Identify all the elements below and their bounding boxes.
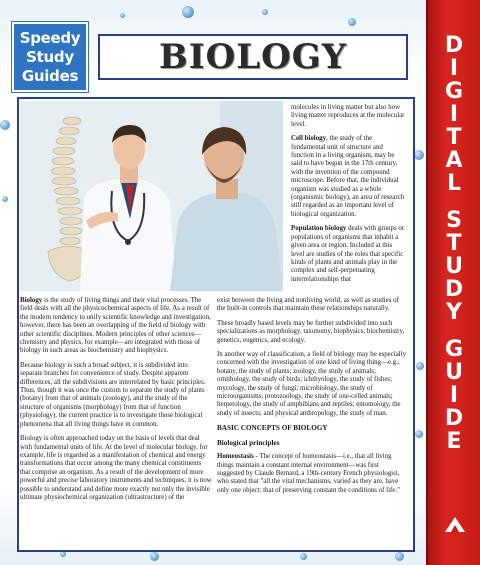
term-homeostasis: Homeostasis: [217, 453, 254, 461]
spine-letter: S: [446, 208, 462, 233]
paragraph-text: is the study of living things and their vital processes. The field deals with all the physicochemical aspects of life. As a result of the modern tendency to unify scientific knowledge and investigation, however, there has been an overlapping of the field of biology with other scientific disciplines. Modern principles of other sciences—chemistry and physics, for example—are integrated with those of biology in such areas as biochemistry and biophysics.: [20, 297, 211, 355]
paragraph: [291, 135, 405, 219]
spine-letter: I: [449, 102, 459, 127]
water-droplet-decoration: [395, 552, 404, 561]
spine-letter: G: [444, 79, 464, 104]
paragraph: exist between the living and nonliving world, as well as studies of the built-in controls that maintain these relationships naturally.: [217, 297, 399, 313]
spine-letter: D: [444, 277, 464, 302]
spine-letter: T: [446, 125, 462, 150]
paragraph-text: deals with groups or populations of organisms that inhabit a given area or region. Included at this level are studies of the roles that specific kinds of plants and animals play in the complex and self-perpetuating interrelationships that: [291, 225, 405, 283]
water-droplet-decoration: [2, 196, 8, 202]
section-heading: BASIC CONCEPTS OF BIOLOGY: [217, 424, 328, 433]
term-cell-biology: Cell biology: [291, 135, 327, 143]
subsection-heading: Biological principles: [217, 438, 280, 447]
spine-title: [428, 34, 480, 453]
logo-line: Speedy: [19, 28, 81, 47]
water-droplet-decoration: [300, 553, 307, 560]
water-droplet-decoration: [182, 6, 194, 18]
cover-title: BIOLOGY: [158, 37, 348, 77]
spine-letter: U: [445, 254, 463, 279]
spine-letter: A: [445, 148, 463, 173]
term-biology: Biology: [20, 297, 43, 304]
paragraph: [291, 225, 405, 284]
publisher-logo-icon: [442, 512, 468, 538]
paragraph: These broadly based levels may be further subdivided into such specializations as morphology, taxonomy, biophysics, biochemistry, genetics, eugenics, and ecology.: [217, 319, 405, 344]
left-column: [20, 297, 212, 508]
paragraph: Because biology is such a broad subject, it is subdivided into separate branches for convenience of study. Despite apparent differences, all the subdivisions are interrelated by basic principles. Thus, though it was once the custom to separate the study of plants (botany) from that of animals (zoology), and the study of the structure of organisms (morphology) from that of function (physiology), the current practice is to investigate those biological phenomena that all living things have in common.: [20, 361, 206, 428]
paragraph: In another way of classification, a field of biology may be especially concerned with the investigation of one kind of living thing—e.g., botany, the study of plants; zoology, the study of animals; ornithology, the study of birds; ichthyology, the study of fishes; mycology, the study of fungi; microbiology, the study of microorganisms; protozoology, the study of one-celled animals; herpetology, the study of amphibians and reptiles; entomology, the study of insects; and physical anthropology, the study of man.: [217, 351, 407, 417]
spine-letter: U: [445, 360, 463, 385]
spine-letter: T: [446, 231, 462, 256]
water-droplet-decoration: [348, 18, 356, 26]
logo-line: Guides: [21, 66, 79, 85]
spine-letter: E: [446, 429, 462, 454]
doctors-with-skeleton-image: [20, 101, 283, 291]
water-droplet-decoration: [0, 120, 10, 130]
paragraph-text: , the study of the fundamental unit of structure and function in a living organism, may be said to have begun in the 17th century, with the invention of the compound microscope. Before that, the individual organism was studied as a whole (organismic biology), an area of research still regarded as an important level of biological organization.: [291, 135, 405, 218]
water-droplet-decoration: [120, 13, 125, 18]
spine-letter: Y: [446, 300, 462, 325]
water-droplet-decoration: [416, 362, 424, 370]
speedy-study-guides-logo: [12, 22, 88, 92]
spine-letter: D: [444, 33, 464, 58]
logo-line: Study: [26, 47, 74, 66]
paragraph: [217, 453, 407, 495]
paragraph: molecules in living matter but also how living matter reproduces at the molecular level.: [291, 104, 405, 128]
right-column: [217, 297, 407, 501]
spine-letter: D: [444, 406, 464, 431]
cover-title-box: [98, 34, 408, 80]
paragraph: [20, 297, 212, 356]
spine-letter: I: [449, 383, 459, 408]
paragraph: Biology is often approached today on the basis of levels that deal with fundamental units of life. At the level of molecular biology, for example, life is regarded as a manifestation of chemical and energy transformations that occur among the many chemical constituents that comprise an organism. As a result of the development of more powerful and precise laboratory instruments and techniques, it is now possible to understand and define more exactly not only the invisible ultimate physiochemical organization (ultrastructure) of the: [20, 435, 212, 501]
water-droplet-decoration: [262, 9, 268, 15]
water-droplet-decoration: [414, 150, 424, 160]
photo-illustration: [20, 101, 283, 291]
water-droplet-decoration: [150, 552, 159, 561]
paragraph-text: - The concept of homeostasis—i.e., that all living things maintain a constant internal environment—was first suggested by Claude Bernard, a 19th-century French physiologist, who stated that "all the vital mechanisms, varied as they are, have only one object: that of preserving constant the conditions of life.": [217, 453, 400, 494]
spine-letter: I: [449, 56, 459, 81]
right-top-column: [291, 104, 405, 290]
term-population-biology: Population biology: [291, 225, 347, 233]
spine-letter: G: [444, 337, 464, 362]
water-droplet-decoration: [415, 430, 423, 438]
spine-letter: L: [446, 171, 462, 196]
